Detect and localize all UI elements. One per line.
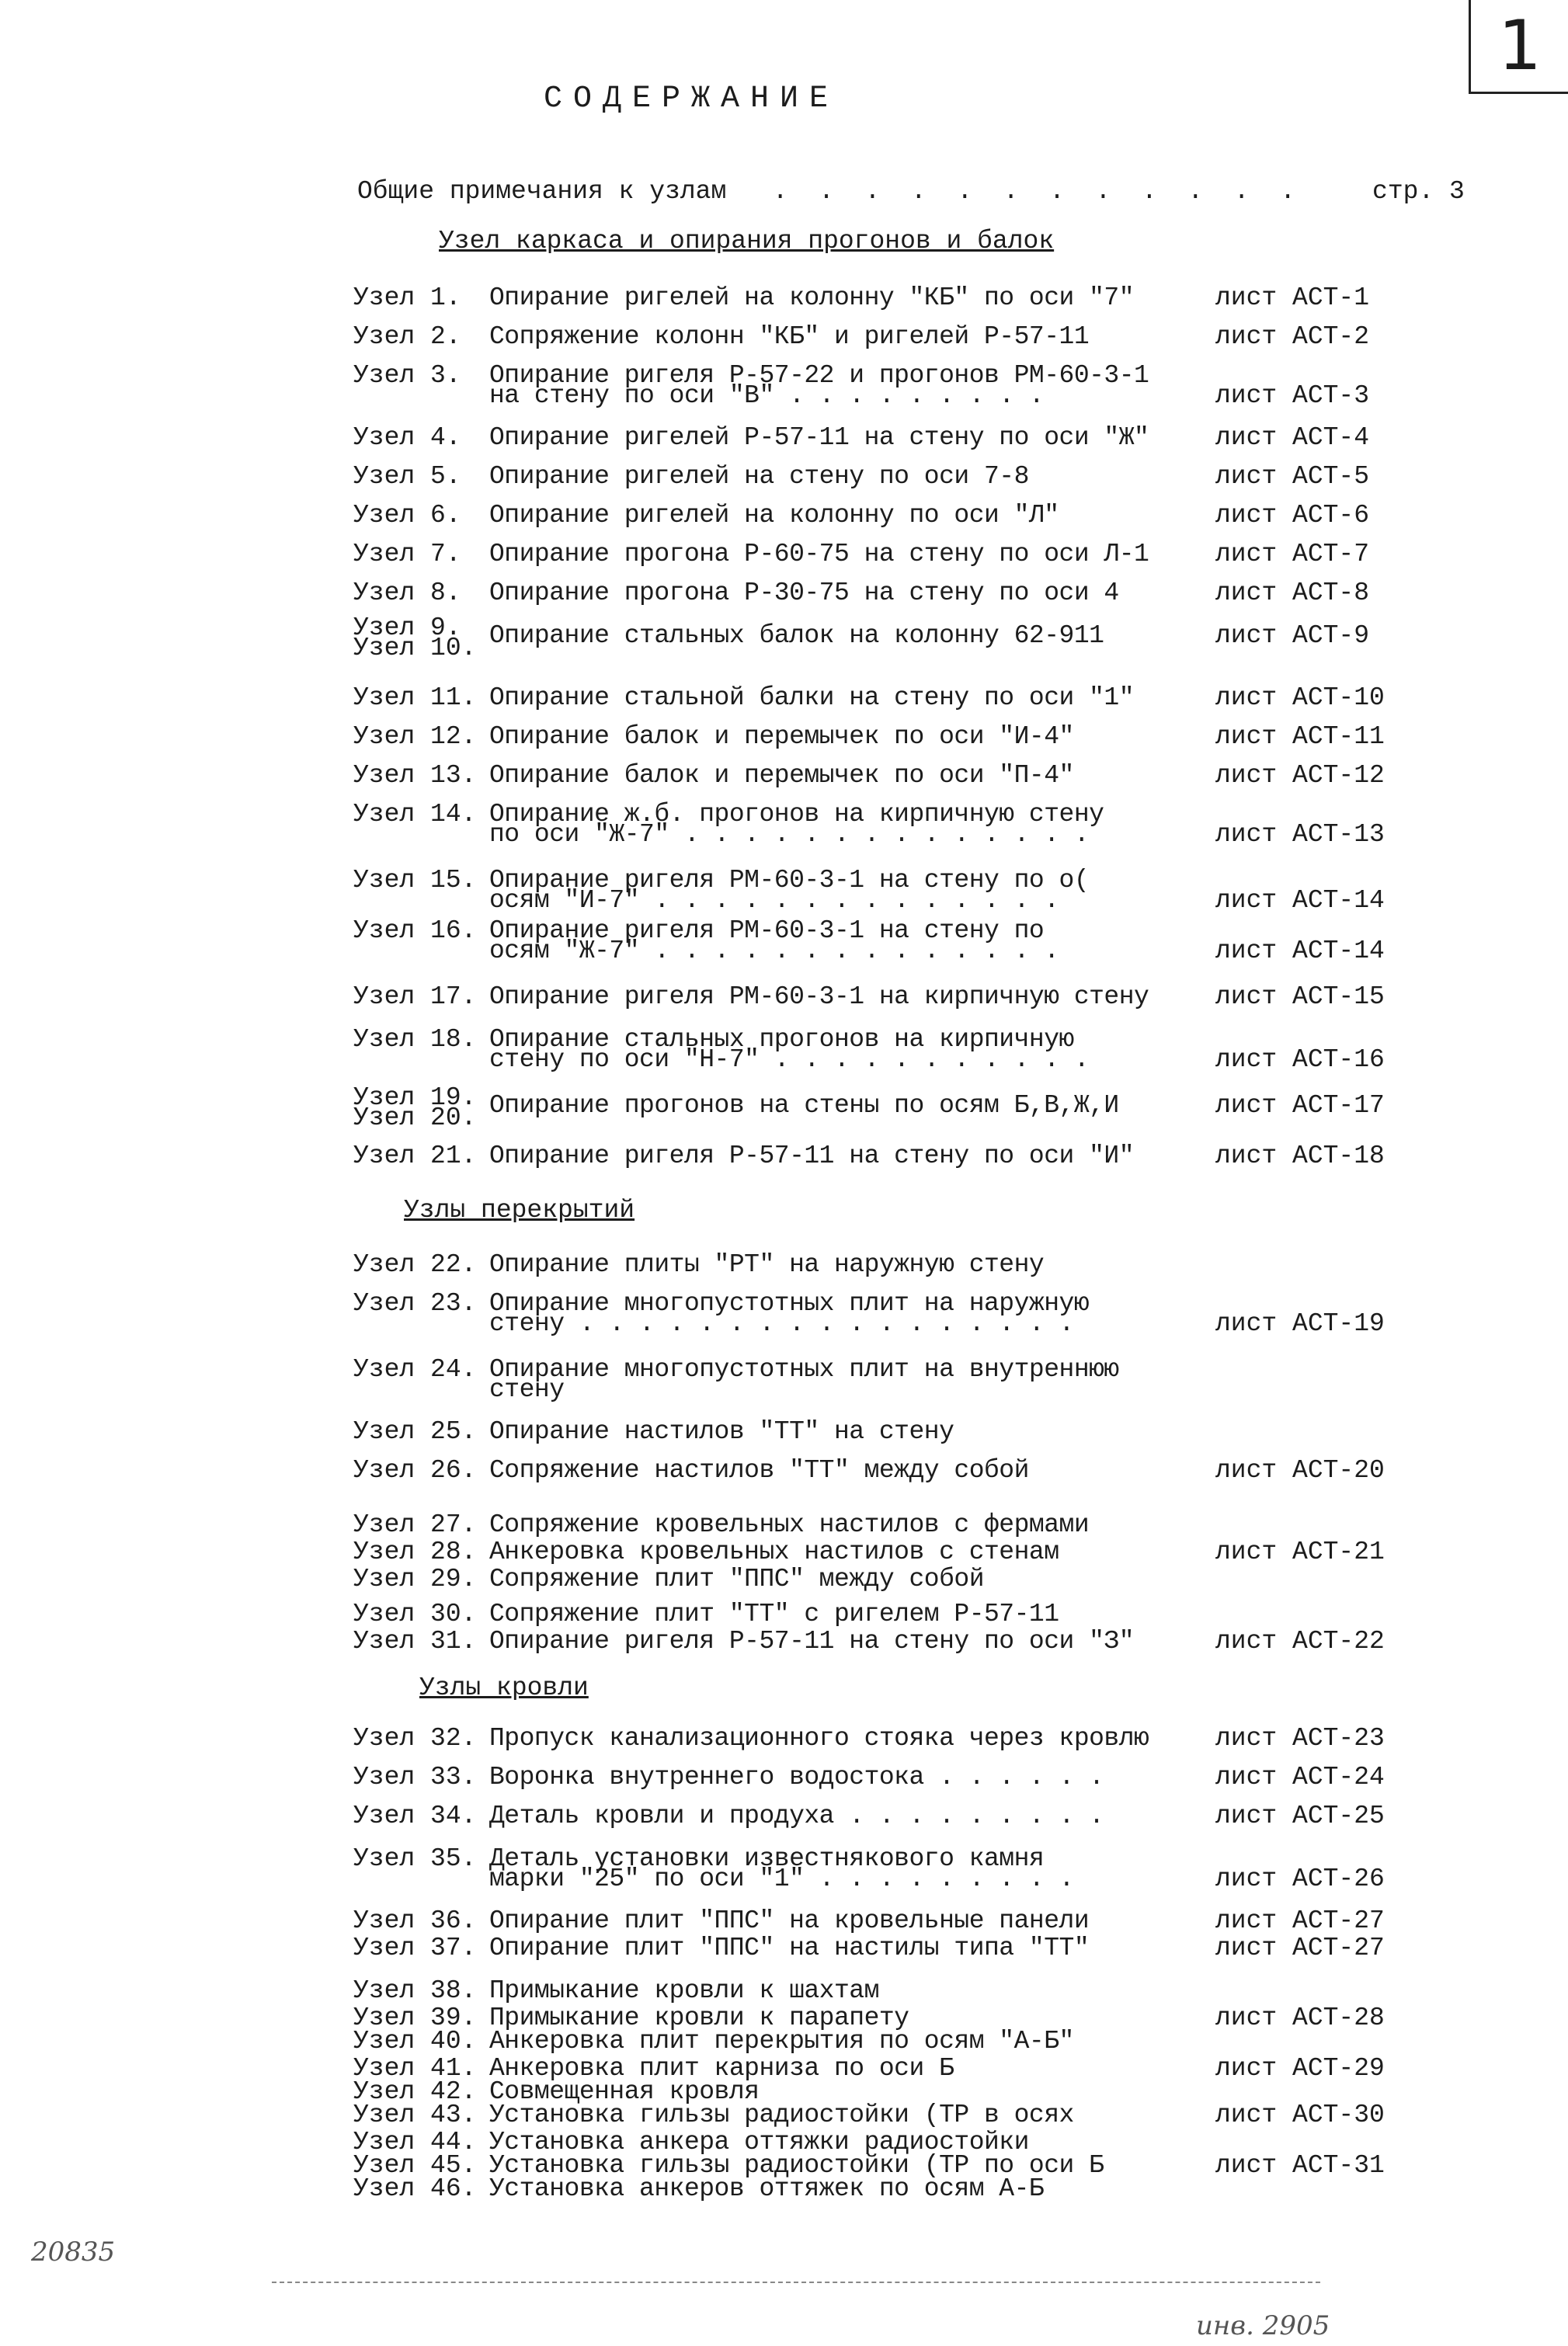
sheet-ref: лист АСТ-5 — [1215, 462, 1370, 491]
node-number: Узел 21. — [353, 1142, 477, 1170]
node-number: Узел 38. — [353, 1976, 477, 2005]
sheet-ref: лист АСТ-4 — [1215, 423, 1370, 452]
node-description: Примыкание кровли к парапету — [489, 2004, 909, 2032]
node-description-cont: стену — [489, 1375, 565, 1404]
node-number: Узел 37. — [353, 1934, 477, 1962]
sheet-ref: лист АСТ-20 — [1215, 1456, 1385, 1485]
node-description: Сопряжение плит "ТТ" с ригелем Р-57-11 — [489, 1600, 1059, 1628]
sheet-ref: лист АСТ-26 — [1215, 1865, 1385, 1893]
node-description-cont: стену . . . . . . . . . . . . . . . . . — [489, 1309, 1074, 1338]
node-description: Опирание ригелей на колонну "КБ" по оси "7" — [489, 283, 1135, 312]
node-number: Узел 34. — [353, 1802, 477, 1830]
sheet-ref: лист АСТ-27 — [1215, 1934, 1385, 1962]
sheet-ref: лист АСТ-13 — [1215, 820, 1385, 849]
margin-mark: 20835 — [31, 2237, 116, 2268]
node-description-cont: на стену по оси "В" . . . . . . . . . — [489, 381, 1045, 410]
node-number: Узел 32. — [353, 1724, 477, 1753]
node-description: Анкеровка плит перекрытия по осям "А-Б" — [489, 2027, 1074, 2056]
node-description: Сопряжение плит "ППС" между собой — [489, 1565, 985, 1594]
node-number: Узел 17. — [353, 982, 477, 1011]
node-number: Узел 20. — [353, 1103, 477, 1132]
node-description-cont: осям "И-7" . . . . . . . . . . . . . . — [489, 886, 1059, 915]
general-notes-page: стр. 3 — [1372, 177, 1465, 206]
node-description: Опирание ригеля РМ-60-3-1 на кирпичную стену — [489, 982, 1149, 1011]
node-description: Опирание ригеля Р-57-22 и прогонов РМ-60-3-1 — [489, 361, 1149, 390]
sheet-ref: лист АСТ-1 — [1215, 283, 1370, 312]
node-description-cont: стену по оси "Н-7" . . . . . . . . . . . — [489, 1045, 1090, 1074]
sheet-ref: лист АСТ-19 — [1215, 1309, 1385, 1338]
node-description: Анкеровка кровельных настилов с стенам — [489, 1538, 1059, 1566]
node-number: Узел 28. — [353, 1538, 477, 1566]
node-description: Опирание прогона Р-60-75 на стену по оси Л-1 — [489, 540, 1149, 568]
node-description: Опирание настилов "ТТ" на стену — [489, 1417, 954, 1446]
node-number: Узел 29. — [353, 1565, 477, 1594]
section-title-roof: Узлы кровли — [419, 1673, 589, 1702]
node-description: Примыкание кровли к шахтам — [489, 1976, 879, 2005]
node-description: Опирание ж.б. прогонов на кирпичную стену — [489, 800, 1104, 829]
node-description: Опирание стальных балок на колонну 62-911 — [489, 621, 1104, 650]
node-number: Узел 2. — [353, 322, 461, 351]
sheet-ref: лист АСТ-2 — [1215, 322, 1370, 351]
node-number: Узел 36. — [353, 1906, 477, 1935]
node-description: Пропуск канализационного стояка через кровлю — [489, 1724, 1149, 1753]
sheet-ref: лист АСТ-10 — [1215, 683, 1385, 712]
section-title-frame: Узел каркаса и опирания прогонов и балок — [439, 227, 1055, 255]
footer-rule — [272, 2282, 1320, 2283]
node-description: Опирание плиты "РТ" на наружную стену — [489, 1250, 1045, 1279]
node-number: Узел 4. — [353, 423, 461, 452]
node-description: Установка анкеров оттяжек по осям А-Б — [489, 2174, 1045, 2203]
node-number: Узел 14. — [353, 800, 477, 829]
node-description: Совмещенная кровля — [489, 2077, 760, 2106]
sheet-ref: лист АСТ-6 — [1215, 501, 1370, 530]
node-number: Узел 3. — [353, 361, 461, 390]
node-number: Узел 35. — [353, 1844, 477, 1873]
sheet-ref: лист АСТ-7 — [1215, 540, 1370, 568]
node-description: Опирание многопустотных плит на внутреннюю — [489, 1355, 1119, 1384]
node-number: Узел 31. — [353, 1627, 477, 1656]
sheet-ref: лист АСТ-23 — [1215, 1724, 1385, 1753]
node-number: Узел 7. — [353, 540, 461, 568]
node-description: Анкеровка плит карниза по оси Б — [489, 2054, 954, 2083]
node-description-cont: осям "Ж-7" . . . . . . . . . . . . . . — [489, 937, 1059, 965]
sheet-ref: лист АСТ-30 — [1215, 2101, 1385, 2129]
node-number: Узел 10. — [353, 634, 477, 662]
sheet-ref: лист АСТ-25 — [1215, 1802, 1385, 1830]
page-title: СОДЕРЖАНИЕ — [544, 82, 840, 116]
node-number: Узел 39. — [353, 2004, 477, 2032]
node-number: Узел 8. — [353, 579, 461, 607]
node-description-cont: марки "25" по оси "1" . . . . . . . . . — [489, 1865, 1074, 1893]
node-description: Опирание балок и перемычек по оси "П-4" — [489, 761, 1074, 790]
node-number: Узел 40. — [353, 2027, 477, 2056]
node-description: Опирание ригелей на стену по оси 7-8 — [489, 462, 1029, 491]
node-number: Узел 26. — [353, 1456, 477, 1485]
sheet-ref: лист АСТ-31 — [1215, 2151, 1385, 2180]
node-number: Узел 16. — [353, 916, 477, 945]
section-title-floors: Узлы перекрытий — [404, 1196, 635, 1225]
sheet-ref: лист АСТ-16 — [1215, 1045, 1385, 1074]
node-description: Опирание ригеля Р-57-11 на стену по оси "И" — [489, 1142, 1135, 1170]
sheet-ref: лист АСТ-9 — [1215, 621, 1370, 650]
node-number: Узел 43. — [353, 2101, 477, 2129]
sheet-ref: лист АСТ-12 — [1215, 761, 1385, 790]
node-description: Опирание ригеля Р-57-11 на стену по оси "З" — [489, 1627, 1135, 1656]
node-description: Опирание ригеля РМ-60-3-1 на стену по о( — [489, 866, 1090, 895]
node-number: Узел 45. — [353, 2151, 477, 2180]
node-description: Опирание балок и перемычек по оси "И-4" — [489, 722, 1074, 751]
node-description: Сопряжение колонн "КБ" и ригелей Р-57-11 — [489, 322, 1090, 351]
node-number: Узел 1. — [353, 283, 461, 312]
node-number: Узел 46. — [353, 2174, 477, 2203]
sheet-ref: лист АСТ-11 — [1215, 722, 1385, 751]
node-description: Опирание стальной балки на стену по оси "1" — [489, 683, 1135, 712]
sheet-ref: лист АСТ-18 — [1215, 1142, 1385, 1170]
node-number: Узел 6. — [353, 501, 461, 530]
sheet-ref: лист АСТ-17 — [1215, 1091, 1385, 1120]
node-description: Опирание ригелей на колонну по оси "Л" — [489, 501, 1059, 530]
node-description: Установка гильзы радиостойки (ТР по оси Б — [489, 2151, 1104, 2180]
node-description: Опирание прогонов на стены по осям Б,В,Ж,И — [489, 1091, 1119, 1120]
node-number: Узел 27. — [353, 1510, 477, 1539]
sheet-ref: лист АСТ-3 — [1215, 381, 1370, 410]
node-description: Опирание прогона Р-30-75 на стену по оси 4 — [489, 579, 1119, 607]
node-description: Опирание стальных прогонов на кирпичную — [489, 1025, 1074, 1054]
sheet-ref: лист АСТ-8 — [1215, 579, 1370, 607]
node-number: Узел 13. — [353, 761, 477, 790]
node-number: Узел 30. — [353, 1600, 477, 1628]
sheet-ref: лист АСТ-14 — [1215, 886, 1385, 915]
node-description: Опирание плит "ППС" на кровельные панели — [489, 1906, 1090, 1935]
node-description: Опирание многопустотных плит на наружную — [489, 1289, 1090, 1318]
node-description: Опирание ригелей Р-57-11 на стену по оси "Ж" — [489, 423, 1149, 452]
sheet-ref: лист АСТ-22 — [1215, 1627, 1385, 1656]
node-description: Сопряжение настилов "ТТ" между собой — [489, 1456, 1029, 1485]
node-description: Установка гильзы радиостойки (ТР в осях — [489, 2101, 1074, 2129]
node-number: Узел 42. — [353, 2077, 477, 2106]
general-notes: Общие примечания к узлам . . . . . . . . . . . . стр. 3 — [357, 177, 1465, 206]
sheet-ref: лист АСТ-15 — [1215, 982, 1385, 1011]
node-number: Узел 18. — [353, 1025, 477, 1054]
node-description: Сопряжение кровельных настилов с фермами — [489, 1510, 1090, 1539]
page-number: 1 — [1469, 0, 1568, 94]
node-number: Узел 25. — [353, 1417, 477, 1446]
node-number: Узел 12. — [353, 722, 477, 751]
node-description: Установка анкера оттяжки радиостойки — [489, 2128, 1029, 2157]
sheet-ref: лист АСТ-29 — [1215, 2054, 1385, 2083]
node-description: Деталь установки известнякового камня — [489, 1844, 1045, 1873]
node-number: Узел 24. — [353, 1355, 477, 1384]
footer-mark: инв. 2905 — [1196, 2310, 1330, 2341]
sheet-ref: лист АСТ-24 — [1215, 1763, 1385, 1792]
node-description: Воронка внутреннего водостока . . . . . . — [489, 1763, 1104, 1792]
node-number: Узел 33. — [353, 1763, 477, 1792]
sheet-ref: лист АСТ-27 — [1215, 1906, 1385, 1935]
node-description-cont: по оси "Ж-7" . . . . . . . . . . . . . . — [489, 820, 1090, 849]
general-notes-text: Общие примечания к узлам — [357, 177, 727, 206]
node-description: Опирание плит "ППС" на настилы типа "ТТ" — [489, 1934, 1090, 1962]
node-number: Узел 11. — [353, 683, 477, 712]
node-number: Узел 15. — [353, 866, 477, 895]
sheet-ref: лист АСТ-28 — [1215, 2004, 1385, 2032]
node-description: Опирание ригеля РМ-60-3-1 на стену по — [489, 916, 1045, 945]
node-number: Узел 5. — [353, 462, 461, 491]
sheet-ref: лист АСТ-21 — [1215, 1538, 1385, 1566]
node-number: Узел 23. — [353, 1289, 477, 1318]
node-number: Узел 9. — [353, 613, 461, 642]
node-description: Деталь кровли и продуха . . . . . . . . . — [489, 1802, 1104, 1830]
node-number: Узел 22. — [353, 1250, 477, 1279]
sheet-ref: лист АСТ-14 — [1215, 937, 1385, 965]
node-number: Узел 19. — [353, 1083, 477, 1112]
node-number: Узел 44. — [353, 2128, 477, 2157]
node-number: Узел 41. — [353, 2054, 477, 2083]
